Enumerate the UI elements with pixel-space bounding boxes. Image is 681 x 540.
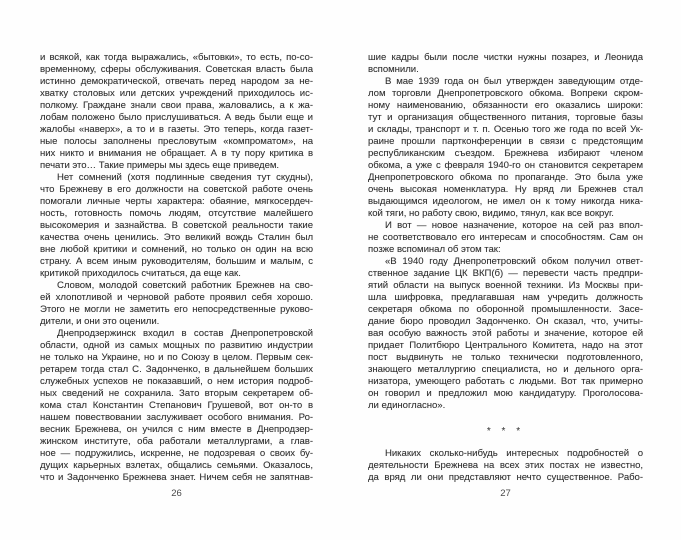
text-line: служебных успехов не показавший, о нем история подроб- xyxy=(40,376,313,387)
page-right-text xyxy=(368,52,643,484)
text-line: критикой приходилось считаться, да еще как. xyxy=(40,268,241,279)
text-line: Этого не могли не заметить его непосредственные руково- xyxy=(40,304,313,315)
text-line: ных сведений не сохранила. Зато вторым секретарем об- xyxy=(40,388,313,399)
text-line: дание бюро проводил Задонченко. Он сказал, что, учиты- xyxy=(368,316,643,327)
text-line: ному наименованию, обязанности его оказались широки: xyxy=(368,100,643,111)
text-line: ственное задание ЦК ВКП(б) — перевести часть предпри- xyxy=(368,268,643,279)
text-line: республиканским съездом. Брежнева избирают членом xyxy=(368,148,643,159)
text-line: вая особую важность этой работы и значение, которое ей xyxy=(368,328,643,339)
page-left-text xyxy=(40,52,313,484)
text-line: жалобы «наверх», а то и в газеты. Это теперь, когда газет- xyxy=(40,124,313,135)
text-line: раине прошли партконференции в связи с предстоящим xyxy=(368,136,643,147)
text-line: пост выдвинуть не только технически подготовленного, xyxy=(368,352,643,363)
text-line: Днепродзержинск входил в состав Днепропетровской xyxy=(57,328,313,339)
text-line: тут и организация общественного питания, торговые базы xyxy=(368,112,643,123)
section-separator: * * * xyxy=(486,426,525,437)
text-line: ное — подружились, искренне, не подозревая о своих бу- xyxy=(40,448,313,459)
text-line: полкому. Граждане знали свои права, жаловались, а к жа- xyxy=(40,100,313,111)
text-line: временному, сферы обслуживания. Советская власть была xyxy=(40,64,313,75)
text-line: вспомнили. xyxy=(368,64,419,75)
text-line: «В 1940 году Днепропетровский обком получил ответ- xyxy=(385,256,643,267)
text-line: выдающимся идеологом, не имел он к тому никогда ника- xyxy=(368,196,643,207)
text-line: страну. А всем иным руководителям, большим и малым, с xyxy=(40,256,313,267)
text-line: придает Политбюро Центрального Комитета, надо на этот xyxy=(368,340,643,351)
text-line: и склады, транспорт и т. п. Осенью того же года по всей Ук- xyxy=(368,124,643,135)
text-line: секретаря обкома по оборонной промышленности. Засе- xyxy=(368,304,643,315)
text-line: дители, и они это оценили. xyxy=(40,316,160,327)
text-line: В мае 1939 года он был утвержден заведующим отде- xyxy=(385,76,643,87)
text-line: жинском институте, оба работали металлургами, а глав- xyxy=(40,436,313,447)
text-line: лом торговли Днепропетровского обкома. Вопреки скром- xyxy=(368,88,643,99)
text-line: И вот — новое назначение, которое на сей раз впол- xyxy=(385,220,643,231)
text-line: обкома, а уже с февраля 1940-го он становится секретарем xyxy=(368,160,643,171)
text-line: печати это… Такие примеры мы здесь еще приведем. xyxy=(40,160,280,171)
text-line: шие кадры были после чистки нужны позарез, и Леонида xyxy=(368,52,643,63)
text-line: знающего металлургию специалиста, но и дельного орга- xyxy=(368,364,643,375)
text-line: он говорил и предложил мою кандидатуру. Проголосова- xyxy=(368,388,643,399)
text-line: высокомерия и зазнайства. В советской реальности такие xyxy=(40,220,313,231)
text-line: ей хлопотливой и черновой работе проявил себя хорошо. xyxy=(40,292,313,303)
text-line: качества очень ценились. Это великий вождь Сталин был xyxy=(40,232,313,243)
text-line: не только на Украине, но и по Союзу в целом. Первым сек- xyxy=(40,352,313,363)
text-line: ретарем тогда стал С. Задонченко, в дальнейшем больших xyxy=(40,364,313,375)
text-line: Нет сомнений (хотя подлинные сведения тут скудны), xyxy=(57,172,313,183)
text-line: лобам положено было прислушиваться. А ведь были еще и xyxy=(40,112,313,123)
page-number-right: 27 xyxy=(500,488,511,499)
text-line: ятий области на выпуск военной техники. Из Москвы при- xyxy=(368,280,643,291)
text-line: них никто и внимания не обращает. А в ту пору критика в xyxy=(40,148,313,159)
text-line: помогали личные черты характера: обаяние, мягкосердеч- xyxy=(40,196,313,207)
text-line: да вряд ли они представляют нечто существенное. Рабо- xyxy=(368,472,643,483)
text-line: очень высокая номенклатура. Ну вряд ли Брежнев стал xyxy=(368,184,643,195)
text-line: Днепропетровского обкома по пропаганде. Это была уже xyxy=(368,172,643,183)
text-line: вне любой критики и сомнений, но только он один на всю xyxy=(40,244,313,255)
text-line: и всякой, как тогда выражались, «бытовки», то есть, по-со- xyxy=(40,52,313,63)
text-line: дущих карьерных взлетах, общались семьями. Оказалось, xyxy=(40,460,313,471)
text-line: истинно демократической, отвечать перед народом за не- xyxy=(40,76,313,87)
page-number-left: 26 xyxy=(171,488,182,499)
text-line: не соответствовало его интересам и способностям. Сам он xyxy=(368,232,643,243)
text-line: нашем повествовании заслуживает особого внимания. Ро- xyxy=(40,412,313,423)
text-line: что и Задонченко Брежнева знает. Ничем себя не запятнав- xyxy=(40,472,313,483)
text-line: Никаких сколько-нибудь интересных подробностей о xyxy=(385,448,643,459)
text-line: хватку столовых или детских учреждений приходилось ис- xyxy=(40,88,313,99)
text-line: ли единогласно». xyxy=(368,400,446,411)
text-line: кома стал Константин Степанович Грушевой, вот он-то в xyxy=(40,400,313,411)
text-line: ность, готовность помочь людям, отсутствие малейшего xyxy=(40,208,313,219)
text-line: позже вспоминал об этом так: xyxy=(368,244,501,255)
text-line: Словом, молодой советский работник Брежнев на сво- xyxy=(57,280,313,291)
text-line: области, одной из самых мощных по развитию индустрии xyxy=(40,340,313,351)
text-line: кой тяги, но работу свою, видимо, тянул, как все вокруг. xyxy=(368,208,614,219)
text-line: что Брежневу в его должности на советской работе очень xyxy=(40,184,313,195)
text-line: деятельности Брежнева на всех этих постах не известно, xyxy=(368,460,643,471)
text-line: весник Брежнева, он учился с ним вместе в Днепродзер- xyxy=(40,424,313,435)
text-line: ные полосы заполнены пресловутым «компроматом», на xyxy=(40,136,313,147)
text-line: шла шифровка, предлагавшая нам учредить должность xyxy=(368,292,643,303)
text-line: низатора, умеющего работать с людьми. Вот так примерно xyxy=(368,376,643,387)
